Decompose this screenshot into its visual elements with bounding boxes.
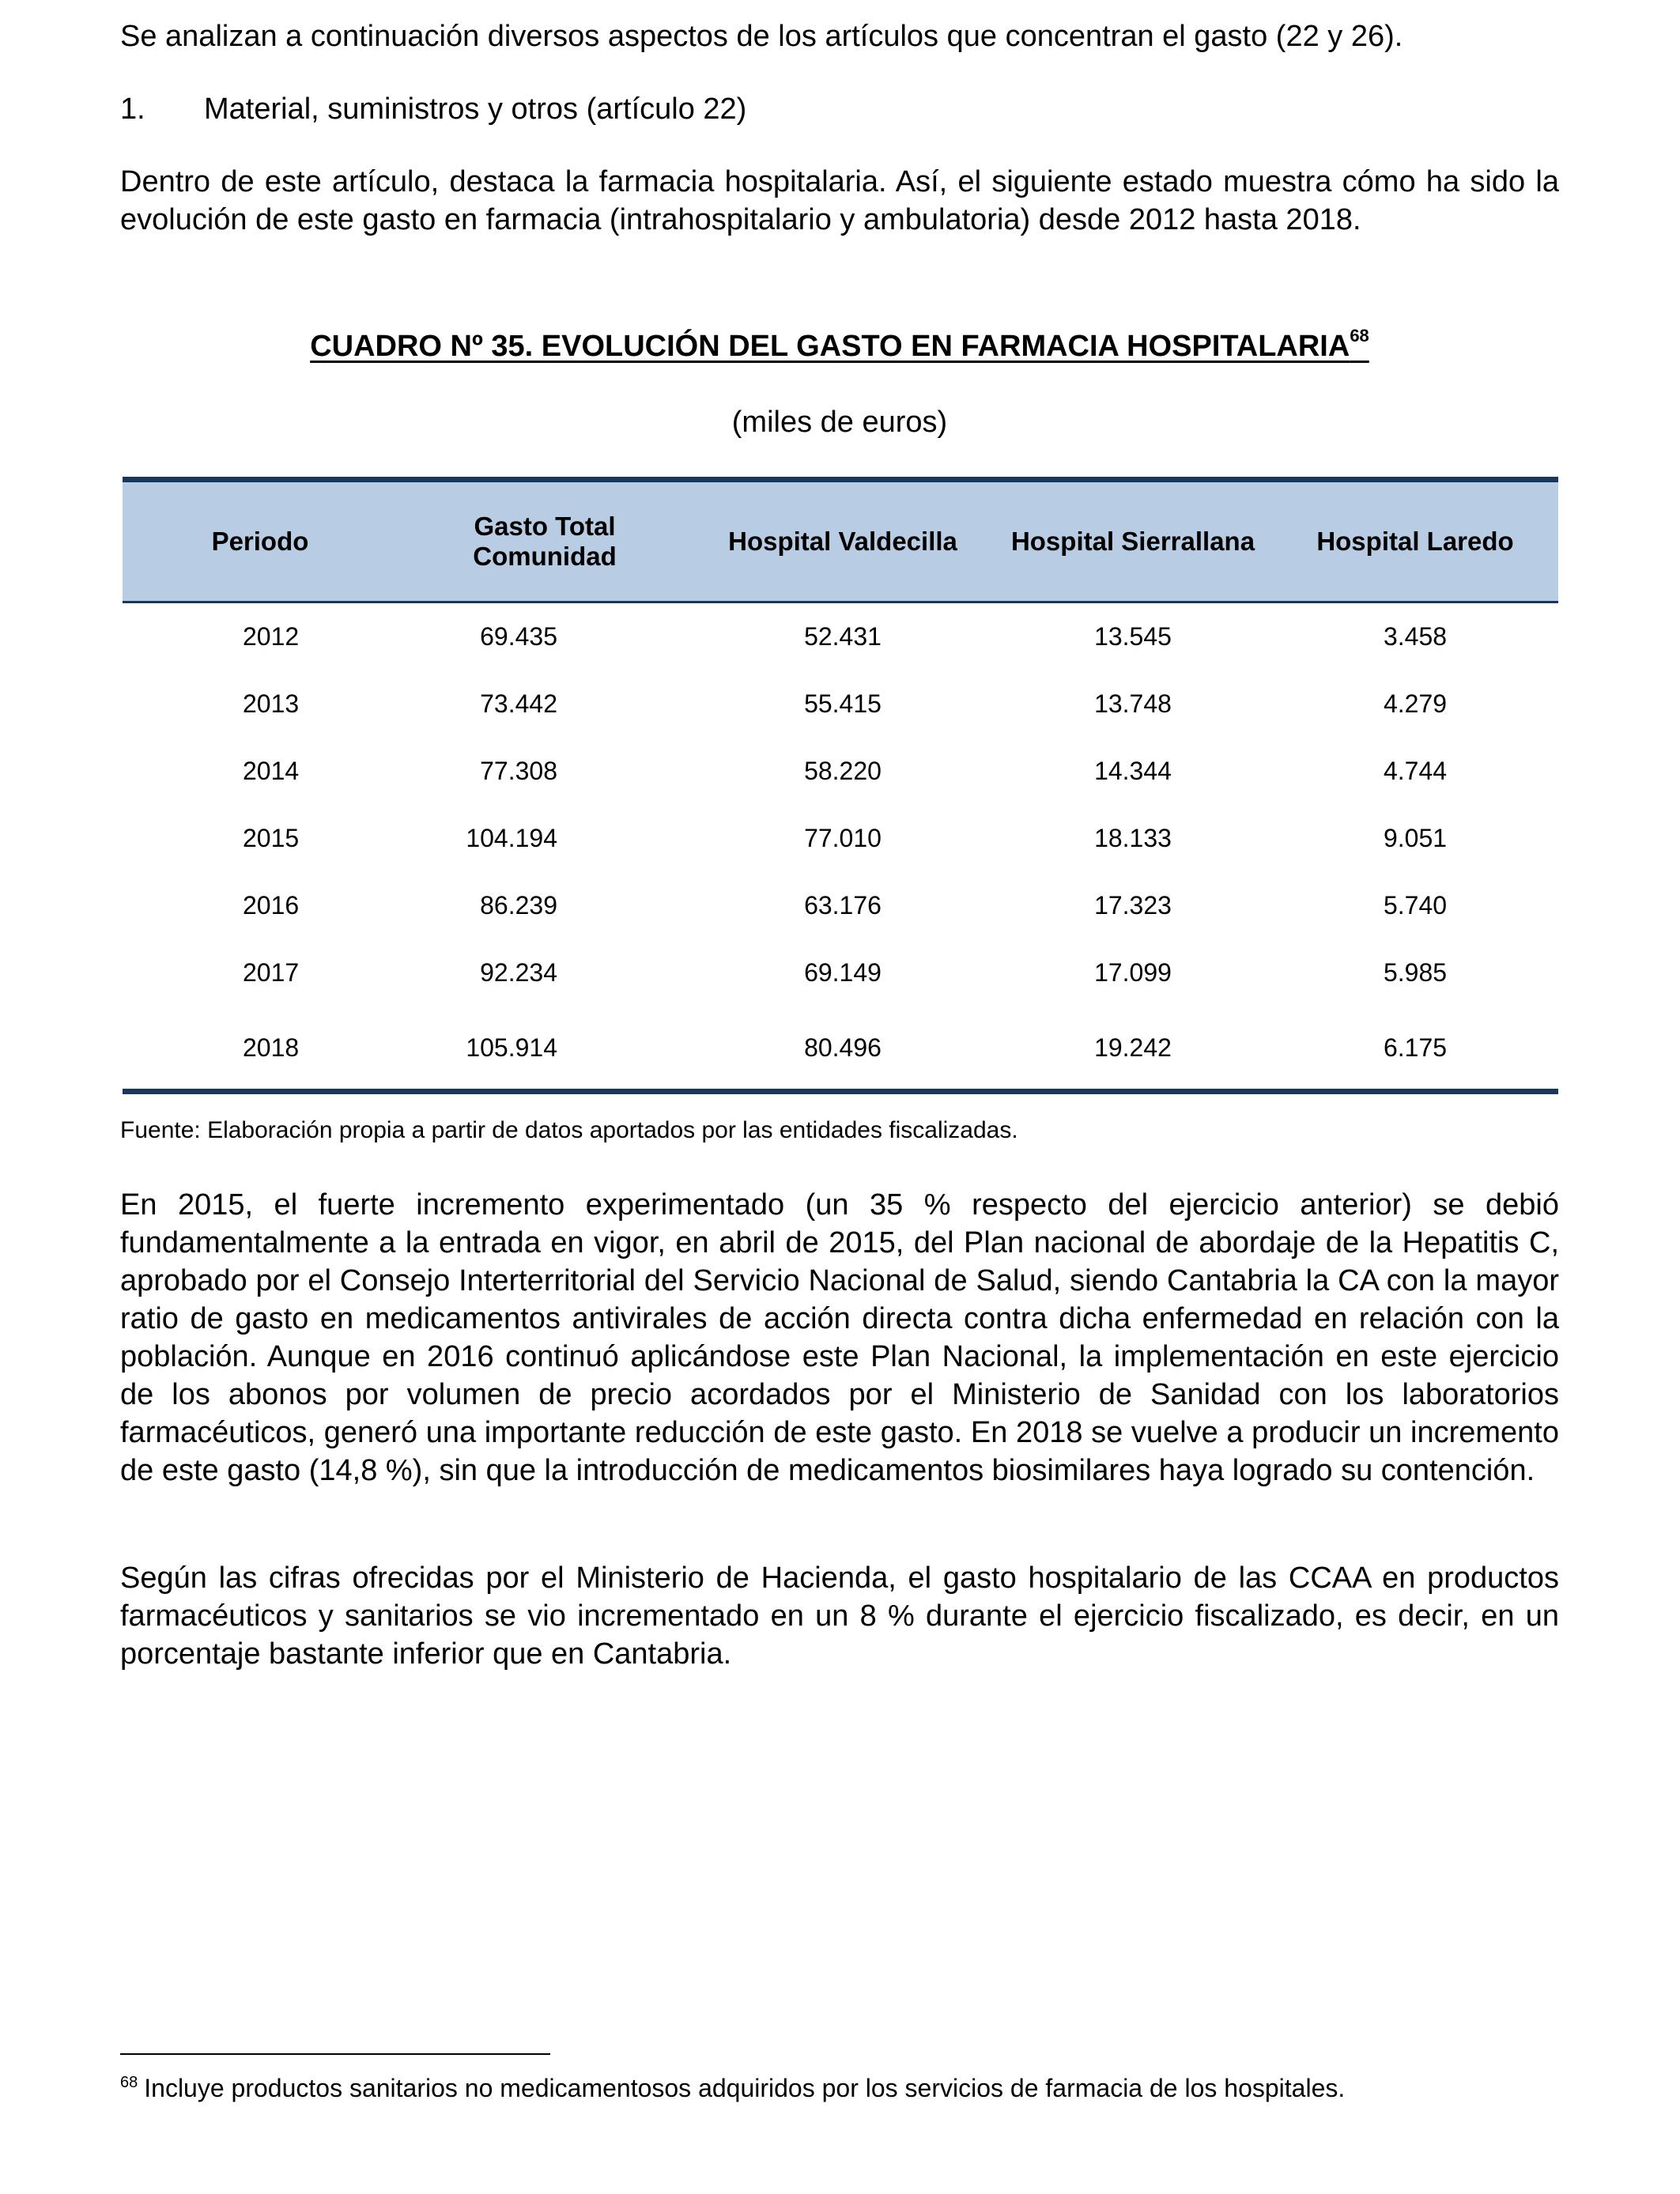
table-subtitle: (miles de euros): [731, 406, 948, 439]
table-row: [123, 670, 1558, 738]
cell-laredo: 4.279: [1383, 689, 1448, 718]
section-heading: [120, 90, 1559, 128]
cell-laredo: 6.175: [1272, 1006, 1558, 1092]
table-source: Fuente: Elaboración propia a partir de datos aportados por las entidades fiscalizadas.: [120, 1117, 1018, 1143]
cell-sierrallana: 17.323: [1094, 891, 1172, 920]
cell-laredo: 5.740: [1383, 891, 1448, 920]
paragraph-3: Según las cifras ofrecidas por el Ministerio de Hacienda, el gasto hospitalario de las CCAA en productos farmacéuticos y sanitarios se vio incrementado en un 8 % durante el ejercicio fiscalizado, es decir, en un porcentaje bastante inferior que en Cantabria.: [120, 1561, 1559, 1671]
cell-laredo: 3.458: [1383, 622, 1448, 651]
cell-sierrallana: 18.133: [1094, 824, 1172, 852]
cell-sierrallana: 19.242: [994, 1006, 1272, 1092]
cell-period: 2017: [243, 958, 300, 987]
header-laredo: Hospital Laredo: [1272, 480, 1558, 602]
cell-total: 86.239: [480, 891, 557, 920]
cell-period: 2013: [243, 689, 300, 718]
section-title: Material, suministros y otros (artículo 22): [204, 93, 747, 126]
cell-period: 2018: [123, 1006, 398, 1092]
cell-total: 105.914: [398, 1006, 692, 1092]
table-header-row: [123, 480, 1558, 602]
cell-period: 2016: [243, 891, 300, 920]
paragraph-2: En 2015, el fuerte incremento experimentado (un 35 % respecto del ejercicio anterior) se debió fundamentalmente a la entrada en vigor, en abril de 2015, del Plan nacional de abordaje de la Hepatitis C, aprobado por el Consejo Interterritorial del Servicio Nacional de Salud, siendo Cantabria la CA con la mayor ratio de gasto en medicamentos antivirales de acción directa contra dicha enfermedad en relación con la población. Aunque en 2016 continuó aplicándose este Plan Nacional, la implementación en este ejercicio de los abonos por volumen de precio acordados por el Ministerio de Sanidad con los laboratorios farmacéuticos, generó una importante reducción de este gasto. En 2018 se vuelve a producir un incremento de este gasto (14,8 %), sin que la introducción de medicamentos biosimilares haya logrado su contención.: [120, 1188, 1559, 1487]
cell-period: 2014: [243, 757, 300, 785]
cell-total: 77.308: [480, 757, 557, 785]
cell-total: 92.234: [480, 958, 557, 987]
cell-valdecilla: 77.010: [804, 824, 882, 852]
header-sierrallana: Hospital Sierrallana: [994, 480, 1272, 602]
cell-laredo: 9.051: [1383, 824, 1448, 852]
table-body: [123, 602, 1558, 1092]
header-period: Periodo: [123, 480, 398, 602]
cell-period: 2012: [243, 622, 300, 651]
cell-valdecilla: 52.431: [804, 622, 882, 651]
paragraph-1: Dentro de este artículo, destaca la farmacia hospitalaria. Así, el siguiente estado muestra cómo ha sido la evolución de este gasto en farmacia (intrahospitalario y ambulatoria) desde 2012 hasta 2018.: [120, 165, 1559, 236]
cell-sierrallana: 13.545: [1094, 622, 1172, 651]
footnote-separator: [120, 2053, 550, 2055]
cell-sierrallana: 14.344: [1094, 757, 1172, 785]
cell-valdecilla: 58.220: [804, 757, 882, 785]
cell-valdecilla: 69.149: [804, 958, 882, 987]
cell-valdecilla: 63.176: [804, 891, 882, 920]
footnote: [120, 2071, 1559, 2105]
header-total: Gasto Total Comunidad: [398, 480, 692, 602]
intro-paragraph: Se analizan a continuación diversos aspectos de los artículos que concentran el gasto (22 y 26).: [120, 20, 1403, 53]
footnote-text: Incluye productos sanitarios no medicamentosos adquiridos por los servicios de farmacia de los hospitales.: [144, 2074, 1346, 2102]
cell-valdecilla: 80.496: [692, 1006, 994, 1092]
table-title-text: CUADRO Nº 35. EVOLUCIÓN DEL GASTO EN FARMACIA HOSPITALARIA$^{68}$: [310, 326, 1369, 363]
cell-valdecilla: 55.415: [804, 689, 882, 718]
table-row: [123, 602, 1558, 671]
table-row: [123, 738, 1558, 805]
table-row: [123, 1006, 1558, 1092]
cell-sierrallana: 13.748: [1094, 689, 1172, 718]
table-row: [123, 872, 1558, 939]
cell-total: 69.435: [480, 622, 557, 651]
footnote-number: 68: [120, 2074, 138, 2091]
cell-total: 104.194: [466, 824, 557, 852]
footnote-ref: 68: [1350, 326, 1369, 346]
table-row: [123, 939, 1558, 1006]
cell-sierrallana: 17.099: [1094, 958, 1172, 987]
table-row: [123, 805, 1558, 872]
section-number: 1.: [120, 93, 145, 126]
expenditure-table: [123, 477, 1558, 1094]
header-valdecilla: Hospital Valdecilla: [692, 480, 994, 602]
cell-laredo: 5.985: [1383, 958, 1448, 987]
cell-total: 73.442: [480, 689, 557, 718]
table-title: [120, 327, 1559, 365]
cell-period: 2015: [243, 824, 300, 852]
cell-laredo: 4.744: [1383, 757, 1448, 785]
